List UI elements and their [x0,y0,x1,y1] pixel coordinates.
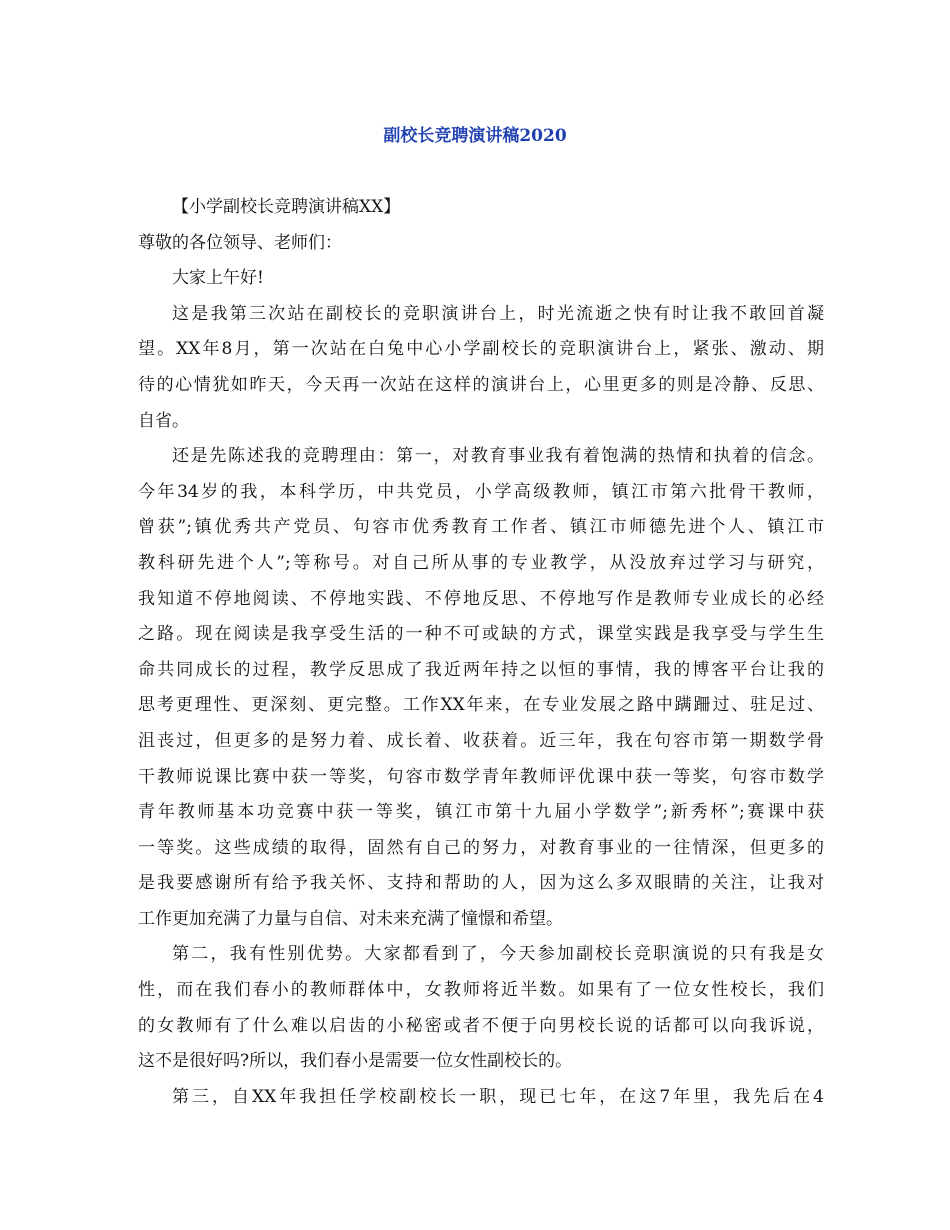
paragraph-2-line: 工作更加充满了力量与自信、对未来充满了憧憬和希望。 [138,908,563,929]
paragraph-2-line: 青年教师基本功竞赛中获一等奖，镇江市第十九届小学数学”;新秀杯”;赛课中获 [138,802,824,823]
paragraph-2-line: 之路。现在阅读是我享受生活的一种不可或缺的方式，课堂实践是我享受与学生生 [138,624,824,645]
paragraph-2-line: 干教师说课比赛中获一等奖，句容市数学青年教师评优课中获一等奖，句容市数学 [138,766,824,787]
paragraph-2-line: 是我要感谢所有给予我关怀、支持和帮助的人，因为这么多双眼睛的关注，让我对 [138,873,824,894]
paragraph-2-line: 一等奖。这些成绩的取得，固然有自己的努力，对教育事业的一往情深，但更多的 [138,837,824,858]
document-title: 副校长竞聘演讲稿2020 [383,126,567,146]
paragraph-1-line: 自省。 [138,410,189,431]
salutation-line: 尊敬的各位领导、老师们： [138,232,342,253]
paragraph-1-line: 这是我第三次站在副校长的竞职演讲台上，时光流逝之快有时让我不敢回首凝 [172,303,824,324]
paragraph-2-line: 教科研先进个人”;等称号。对自己所从事的专业教学，从没放弃过学习与研究， [138,552,824,573]
paragraph-3-line: 性，而在我们春小的教师群体中，女教师将近半数。如果有了一位女性校长，我们 [138,980,824,1001]
subtitle-line: 【小学副校长竞聘演讲稿XX】 [172,197,401,217]
paragraph-4-line: 第三，自XX年我担任学校副校长一职，现已七年，在这7年里，我先后在4 [172,1086,824,1107]
paragraph-2-line: 我知道不停地阅读、不停地实践、不停地反思、不停地写作是教师专业成长的必经 [138,588,824,609]
paragraph-2-line: 沮丧过，但更多的是努力着、成长着、收获着。近三年，我在句容市第一期数学骨 [138,730,824,751]
paragraph-3-line: 这不是很好吗?所以，我们春小是需要一位女性副校长的。 [138,1051,573,1072]
paragraph-2-line: 思考更理性、更深刻、更完整。工作XX年来，在专业发展之路中蹒跚过、驻足过、 [138,695,824,716]
greeting-line: 大家上午好! [172,268,264,289]
paragraph-2-line: 还是先陈述我的竞聘理由：第一，对教育事业我有着饱满的热情和执着的信念。 [172,446,824,467]
paragraph-2-line: 曾获”;镇优秀共产党员、句容市优秀教育工作者、镇江市师德先进个人、镇江市 [138,517,824,538]
paragraph-1-line: 待的心情犹如昨天，今天再一次站在这样的演讲台上，心里更多的则是冷静、反思、 [138,374,824,395]
document-body [138,190,824,1115]
paragraph-3-line: 第二，我有性别优势。大家都看到了，今天参加副校长竞职演说的只有我是女 [172,944,824,965]
paragraph-1-line: 望。XX年8月，第一次站在白兔中心小学副校长的竞职演讲台上，紧张、激动、期 [138,339,824,360]
paragraph-2-line: 命共同成长的过程，教学反思成了我近两年持之以恒的事情，我的博客平台让我的 [138,659,824,680]
paragraph-3-line: 的女教师有了什么难以启齿的小秘密或者不便于向男校长说的话都可以向我诉说， [138,1015,824,1036]
paragraph-2-line: 今年34岁的我，本科学历，中共党员，小学高级教师，镇江市第六批骨干教师， [138,481,824,502]
